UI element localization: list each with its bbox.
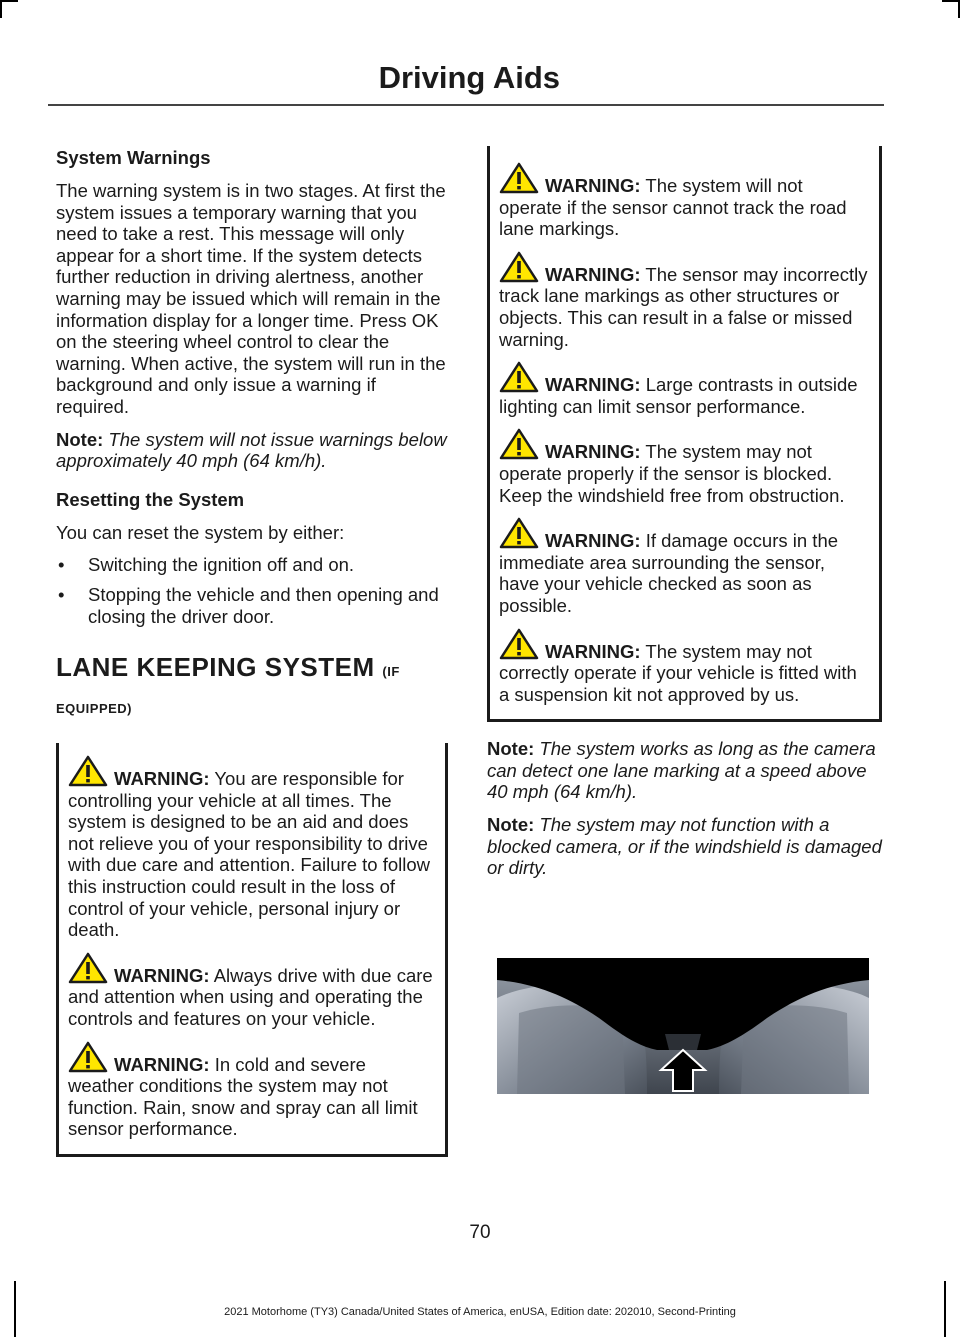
- warning-triangle-icon: [499, 428, 539, 460]
- list-item: [56, 584, 448, 627]
- note: [487, 814, 882, 879]
- warning-label: WARNING:: [545, 263, 641, 285]
- section-title-text: LANE KEEPING SYSTEM: [56, 652, 375, 683]
- windshield-camera-figure: [497, 958, 869, 1094]
- page-number: 70: [469, 1222, 491, 1243]
- list-item-text: Switching the ignition off and on.: [88, 554, 355, 576]
- note-text: The system may not function with a blocked camera, or if the windshield is damaged or dirty.: [487, 814, 882, 879]
- list-item: [56, 554, 448, 576]
- warning-label: WARNING:: [114, 768, 210, 790]
- right-column: [487, 146, 882, 890]
- warning-text: If damage occurs in the immediate area surrounding the sensor, have your vehicle checked as soon as possible.: [499, 530, 839, 616]
- warning-text: The system may not operate properly if the sensor is blocked. Keep the windshield free from obstruction.: [499, 441, 845, 506]
- warning: [499, 251, 870, 350]
- warning-text: The system will not operate if the sensor cannot track the road lane markings.: [499, 175, 847, 240]
- header-rule: [48, 104, 884, 106]
- camera-location-illustration: [497, 958, 869, 1094]
- bullet: •: [58, 583, 65, 605]
- warning-text: Large contrasts in outside lighting can limit sensor performance.: [499, 374, 858, 417]
- warning-label: WARNING:: [545, 441, 641, 463]
- page-title: Driving Aids: [378, 60, 560, 95]
- warning: [68, 1041, 436, 1140]
- left-column: [56, 146, 448, 1157]
- warning-text: You are responsible for controlling your vehicle at all times. The system is designed to be an aid and does not relieve you of your responsibility to drive with due care and attention. Failure to follow this instruction could result in the loss of control of your vehicle, personal injury or death.: [68, 768, 430, 941]
- warning-box: [56, 743, 448, 1157]
- warning-text: Always drive with due care and attention when using and operating the controls and features on your vehicle.: [68, 964, 433, 1030]
- note-label: Note:: [487, 814, 535, 836]
- system-warnings-heading: System Warnings: [56, 147, 211, 168]
- reset-intro: You can reset the system by either:: [56, 521, 345, 543]
- note-label: Note:: [56, 428, 104, 450]
- note-text: The system will not issue warnings below approximately 40 mph (64 km/h).: [56, 428, 447, 472]
- warning-label: WARNING:: [114, 964, 210, 986]
- warning-label: WARNING:: [545, 530, 641, 552]
- warning-text: The system may not correctly operate if your vehicle is fitted with a suspension kit not approved by us.: [499, 640, 857, 705]
- warning-text: In cold and severe weather conditions the system may not function. Rain, snow and spray can all limit sensor performance.: [68, 1053, 418, 1140]
- warning-triangle-icon: [499, 628, 539, 660]
- note: [487, 738, 882, 803]
- crop-mark: [0, 0, 18, 2]
- warning-label: WARNING:: [114, 1053, 210, 1075]
- bullet: •: [58, 554, 65, 576]
- warning-triangle-icon: [499, 251, 539, 283]
- warning-triangle-icon: [68, 1041, 108, 1073]
- warning: [499, 428, 870, 506]
- warning-label: WARNING:: [545, 175, 641, 196]
- warning: [68, 755, 436, 941]
- system-warnings-paragraph: The warning system is in two stages. At first the system issues a temporary warning that you need to take a rest. This message will only appear for a short time. If the system detects further reduction in driving alertness, another warning may be issued which will remain in the information display for a longer time. Press OK on the steering wheel control to clear the warning. When active, the system will run in the background and only issue a warning if required.: [56, 180, 446, 417]
- crop-mark: [942, 0, 960, 2]
- section-title: [56, 651, 448, 725]
- note-label: Note:: [487, 738, 535, 760]
- warning-label: WARNING:: [545, 374, 641, 396]
- warning-triangle-icon: [499, 162, 539, 194]
- crop-mark: [0, 0, 2, 18]
- note-text: The system works as long as the camera can detect one lane marking at a speed above 40 mph (64 km/h).: [487, 738, 876, 803]
- list-item-text: Stopping the vehicle and then opening and closing the driver door.: [88, 583, 439, 627]
- warning: [499, 628, 870, 706]
- warning-triangle-icon: [499, 517, 539, 549]
- warning: [499, 517, 870, 616]
- section-title-suffix: (IF EQUIPPED): [56, 664, 400, 717]
- warning-triangle-icon: [68, 755, 108, 787]
- footer-edition: 2021 Motorhome (TY3) Canada/United States of America, enUSA, Edition date: 202010, Second-Printing: [224, 1306, 736, 1318]
- warning-label: WARNING:: [545, 640, 641, 662]
- warning: [68, 952, 436, 1030]
- warning: [499, 162, 870, 240]
- warning: [499, 361, 870, 417]
- warning-text: The sensor may incorrectly track lane markings as other structures or objects. This can result in a false or missed warning.: [499, 263, 868, 350]
- warning-triangle-icon: [499, 361, 539, 393]
- note: [56, 429, 448, 472]
- warning-box: [487, 146, 882, 722]
- reset-list: [56, 554, 448, 627]
- resetting-heading: Resetting the System: [56, 488, 245, 510]
- warning-triangle-icon: [68, 952, 108, 984]
